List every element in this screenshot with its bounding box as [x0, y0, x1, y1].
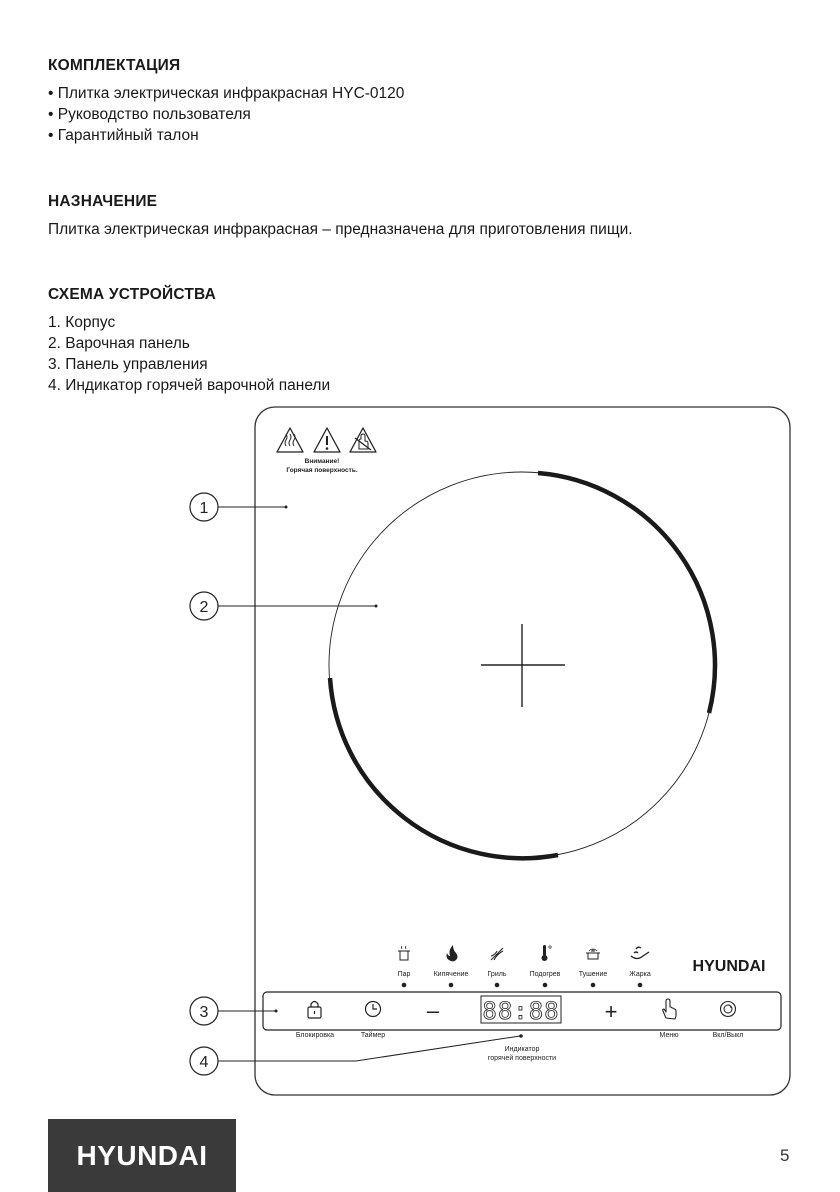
kit-item: • Руководство пользователя: [48, 106, 251, 123]
steam-pot-icon: [398, 946, 410, 960]
plus-button: +: [604, 999, 618, 1024]
mode-dot: [591, 983, 596, 988]
purpose-text: Плитка электрическая инфракрасная – предназначена для приготовления пищи.: [48, 221, 633, 238]
callout-number: 1: [199, 500, 209, 517]
brand-logo: HYUNDAI: [48, 1119, 236, 1192]
zone-arc-right: [538, 473, 715, 713]
warning-text: Горячая поверхность.: [286, 467, 358, 474]
callout-number: 3: [199, 1004, 209, 1021]
flame-icon: [447, 945, 458, 961]
menu-label: Меню: [659, 1032, 679, 1039]
digital-display: [481, 996, 561, 1025]
stew-pot-icon: [586, 949, 600, 959]
mode-dot: [402, 983, 407, 988]
callout-2: [190, 592, 378, 620]
scheme-item: 3. Панель управления: [48, 356, 208, 373]
page-number: 5: [780, 1146, 790, 1165]
timer-label: Таймер: [360, 1032, 386, 1039]
mode-dot: [638, 983, 643, 988]
callout-3: [190, 997, 278, 1025]
zone-arc-left: [330, 678, 558, 858]
hand-touch-icon: [663, 999, 676, 1019]
lock-icon: [308, 1002, 321, 1019]
callout-number: 2: [199, 599, 209, 616]
mode-dot: [495, 983, 500, 988]
hot-surface-icon: [277, 428, 303, 452]
frying-pan-icon: [631, 947, 649, 958]
callout-4: [190, 1034, 523, 1075]
mode-label: Кипячение: [433, 971, 469, 978]
indicator-label: Индикатор: [504, 1046, 540, 1053]
mode-label: Тушение: [578, 971, 608, 978]
callout-1: [190, 493, 288, 521]
kit-title: КОМПЛЕКТАЦИЯ: [48, 57, 181, 74]
minus-button: –: [426, 998, 440, 1023]
kit-item: • Плитка электрическая инфракрасная HYC-0120: [48, 85, 405, 102]
scheme-item: 2. Варочная панель: [48, 335, 190, 352]
power-label: Вкл/Выкл: [712, 1032, 744, 1039]
indicator-label: горячей поверхности: [487, 1055, 557, 1062]
mode-dot: [543, 983, 548, 988]
mode-label: Подогрев: [529, 971, 561, 978]
scheme-item: 1. Корпус: [48, 314, 116, 331]
lock-label: Блокировка: [295, 1032, 335, 1039]
mode-label: Жарка: [629, 971, 651, 978]
callout-number: 4: [199, 1054, 209, 1071]
scheme-title: СХЕМА УСТРОЙСТВА: [48, 286, 217, 303]
grill-icon: [491, 948, 503, 960]
mode-label: Пар: [397, 971, 411, 978]
clock-icon: [366, 1002, 381, 1017]
display-digits: 88:88: [482, 997, 560, 1025]
no-touch-icon: [350, 428, 376, 452]
kit-item: • Гарантийный талон: [48, 127, 199, 144]
scheme-item: 4. Индикатор горячей варочной панели: [48, 377, 331, 394]
mode-dot: [449, 983, 454, 988]
device-brand: HYUNDAI: [692, 958, 766, 975]
caution-icon: [314, 428, 340, 452]
warning-title: Внимание!: [304, 458, 340, 465]
purpose-title: НАЗНАЧЕНИЕ: [48, 193, 158, 210]
power-icon: [721, 1002, 736, 1017]
thermometer-icon: [542, 945, 552, 961]
mode-label: Гриль: [487, 971, 507, 978]
